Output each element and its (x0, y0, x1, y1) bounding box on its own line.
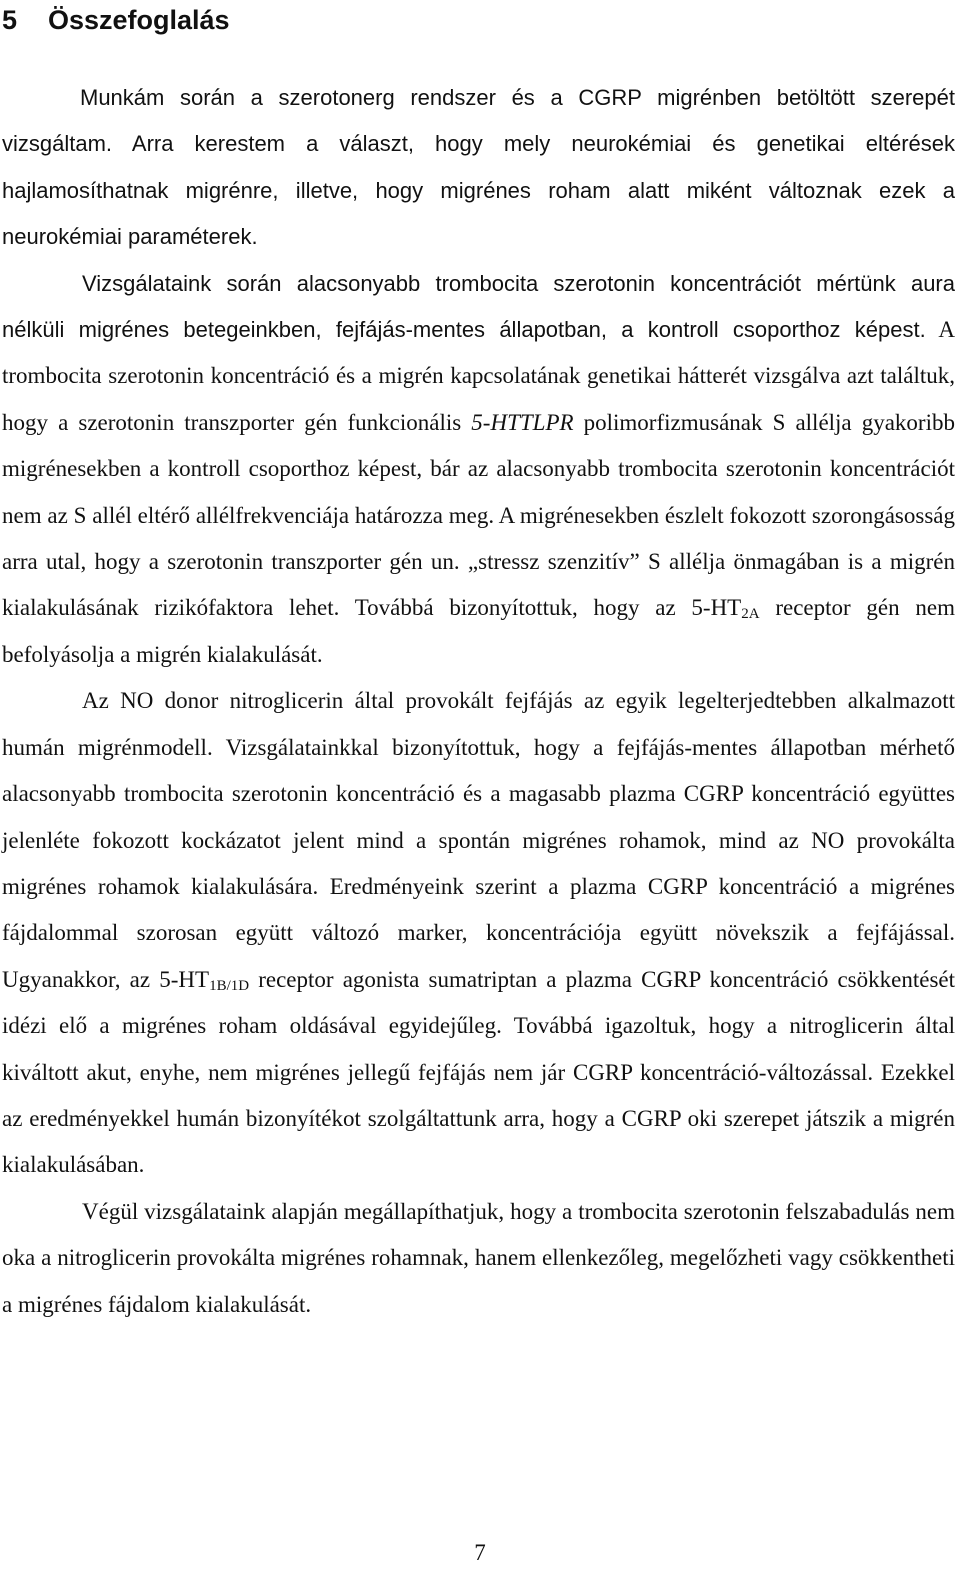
paragraph-serotonin-findings (2, 261, 955, 679)
receptor-subscript-1b1d: 1B/1D (209, 977, 250, 994)
section-title: Összefoglalás (48, 5, 230, 35)
paragraph-serotonin-text-3: receptor gén nem befolyásolja a migrén kialakulását. (2, 595, 955, 667)
section-number: 5 (2, 5, 18, 35)
page-number: 7 (474, 1540, 486, 1565)
section-heading (2, 2, 230, 38)
paragraph-cgrp-text-2: receptor agonista sumatriptan a plazma CGRP koncentráció csökkentését idézi elő a migrénes roham oldásával egyidejűleg. Továbbá igazoltuk, hogy a nitroglicerin által kiváltott akut, enyhe, nem migrénes jellegű fejfájás nem jár CGRP koncentráció-változással. Ezekkel az eredményekkel humán bizonyítékot szolgáltattunk arra, hogy a CGRP oki szerepet játszik a migrén kialakulásában. (2, 966, 955, 1178)
paragraph-intro: Munkám során a szerotonerg rendszer és a CGRP migrénben betöltött szerepét vizsgáltam. Arra kerestem a választ, hogy mely neurokémiai és genetikai eltérések hajlamosíthatnak migrénre, illetve, hogy migrénes roham alatt miként változnak ezek a neurokémiai paraméterek. (2, 85, 955, 250)
paragraph-cgrp-findings (2, 678, 955, 1188)
receptor-subscript-2a: 2A (741, 606, 760, 623)
paragraph-conclusion: Végül vizsgálataink alapján megállapíthatjuk, hogy a trombocita szerotonin felszabadulás nem oka a nitroglicerin provokálta migrénes rohamnak, hanem ellenkezőleg, megelőzheti vagy csökkentheti a migrénes fájdalom kialakulását. (2, 1198, 955, 1317)
gene-polymorphism-name: 5-HTTLPR (471, 409, 574, 435)
body-text (2, 75, 955, 1328)
paragraph-cgrp-text-1: Az NO donor nitroglicerin által provokált fejfájás az egyik legelterjedtebben alkalmazott humán migrénmodell. Vizsgálatainkkal bizonyítottuk, hogy a fejfájás-mentes állapotban mérhető alacsonyabb trombocita szerotonin koncentráció és a magasabb plazma CGRP koncentráció együttes jelenléte fokozott kockázatot jelent mind a spontán migrénes rohamok, mind az NO provokálta migrénes rohamok kialakulására. Eredményeink szerint a plazma CGRP koncentráció a migrénes fájdalommal szorosan együtt változó marker, koncentrációja együtt növekszik a fejfájással. Ugyanakkor, az 5-HT (2, 688, 955, 992)
paragraph-serotonin-lead: Vizsgálataink során alacsonyabb trombocita szerotonin koncentrációt mértünk aura nélküli migrénes betegeinkben, fejfájás-mentes állapotban, a kontroll csoporthoz képest. (2, 270, 955, 343)
paragraph-serotonin-text-2: polimorfizmusának S allélja gyakoribb migrénesekben a kontroll csoporthoz képest, bár az alacsonyabb trombocita szerotonin koncentrációt nem az S allél eltérő allélfrekvenciája határozza meg. A migrénesekben észlelt fokozott szorongásosság arra utal, hogy a szerotonin transzporter gén un. „stressz szenzitív” S allélja önmagában is a migrén kialakulásának rizikófaktora lehet. Továbbá bizonyítottuk, hogy az 5-HT (2, 409, 955, 621)
paragraph-serotonin-text-1: A trombocita szerotonin koncentráció és a migrén kapcsolatának genetikai hátterét vizsgálva azt találtuk, hogy a szerotonin transzporter gén funkcionális (2, 317, 955, 435)
